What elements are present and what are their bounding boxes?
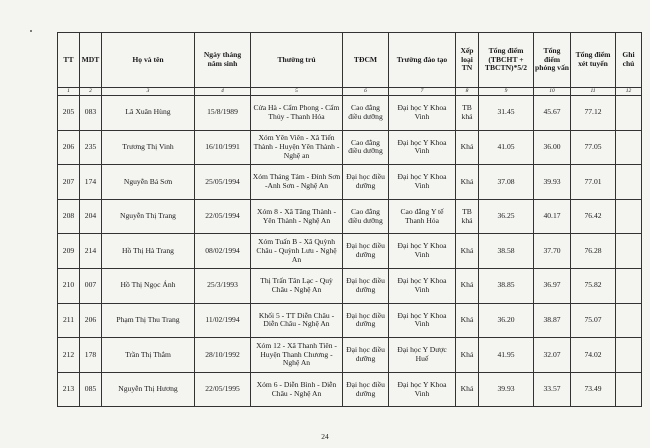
table-cell: 205 [58, 96, 80, 131]
table-cell: 32.07 [534, 338, 571, 373]
column-number: 1 [58, 88, 80, 96]
table-cell: Đại học Y Khoa Vinh [389, 130, 456, 165]
table-cell: Trần Thị Thắm [102, 338, 195, 373]
table-cell: Cao đẳng Y tế Thanh Hóa [389, 199, 456, 234]
table-cell: 76.42 [571, 199, 616, 234]
table-cell: 25/3/1993 [195, 268, 251, 303]
table-cell: 76.28 [571, 234, 616, 269]
table-cell: 39.93 [479, 372, 534, 407]
column-number: 12 [616, 88, 642, 96]
table-cell: 73.49 [571, 372, 616, 407]
table-cell: 213 [58, 372, 80, 407]
table-row [58, 338, 642, 373]
table-cell: 211 [58, 303, 80, 338]
candidate-table [57, 32, 642, 407]
table-cell [616, 96, 642, 131]
table-row [58, 372, 642, 407]
table-row [58, 96, 642, 131]
table-cell: Hồ Thị Ngọc Ánh [102, 268, 195, 303]
table-cell: Đại học điều dưỡng [343, 268, 389, 303]
table-cell: Xóm 12 - Xã Thanh Tiên - Huyện Thanh Chương - Nghệ An [251, 338, 343, 373]
column-header: Ghi chú [616, 33, 642, 88]
column-number: 8 [456, 88, 479, 96]
table-cell: Đại học Y Khoa Vinh [389, 303, 456, 338]
page-number: 24 [321, 432, 329, 441]
table-cell: Xóm 6 - Diễn Bình - Diễn Châu - Nghệ An [251, 372, 343, 407]
table-cell: 085 [80, 372, 102, 407]
table-cell: 37.70 [534, 234, 571, 269]
column-header: Tổng điểm phỏng vấn [534, 33, 571, 88]
table-cell [616, 338, 642, 373]
table-cell [616, 303, 642, 338]
table-cell: Đại học Y Khoa Vinh [389, 96, 456, 131]
table-cell: 11/02/1994 [195, 303, 251, 338]
table-cell: Khá [456, 234, 479, 269]
table-cell: 39.93 [534, 165, 571, 200]
column-header: Tổng điểm (TBCHT + TBCTN)*5/2 [479, 33, 534, 88]
table-cell: 210 [58, 268, 80, 303]
table-cell [616, 130, 642, 165]
table-cell: 77.12 [571, 96, 616, 131]
table-cell: 38.58 [479, 234, 534, 269]
table-cell: Khá [456, 372, 479, 407]
table-cell: 16/10/1991 [195, 130, 251, 165]
table-cell [616, 372, 642, 407]
table-cell: 36.25 [479, 199, 534, 234]
table-cell: Đại học điều dưỡng [343, 338, 389, 373]
column-header: MDT [80, 33, 102, 88]
table-cell: Cao đẳng điều dưỡng [343, 199, 389, 234]
table-cell: Khá [456, 130, 479, 165]
table-cell: 083 [80, 96, 102, 131]
table-cell: 174 [80, 165, 102, 200]
table-cell: 77.01 [571, 165, 616, 200]
table-cell: 74.02 [571, 338, 616, 373]
table-cell: 22/05/1995 [195, 372, 251, 407]
table-cell: Cửa Hà - Cẩm Phong - Cẩm Thủy - Thanh Hóa [251, 96, 343, 131]
table-cell [616, 234, 642, 269]
table-cell: 178 [80, 338, 102, 373]
table-cell: 25/05/1994 [195, 165, 251, 200]
table-cell: 41.95 [479, 338, 534, 373]
table-cell: 36.00 [534, 130, 571, 165]
table-cell: 38.87 [534, 303, 571, 338]
table-cell: 75.07 [571, 303, 616, 338]
column-header: Trường đào tạo [389, 33, 456, 88]
table-cell: Trương Thị Vinh [102, 130, 195, 165]
table-cell: TB khá [456, 199, 479, 234]
table-cell: 212 [58, 338, 80, 373]
table-cell: Đại học điều dưỡng [343, 303, 389, 338]
table-cell: Lã Xuân Hùng [102, 96, 195, 131]
table-cell: 40.17 [534, 199, 571, 234]
table-cell [616, 199, 642, 234]
table-cell: Đại học Y Khoa Vinh [389, 234, 456, 269]
table-cell: 37.08 [479, 165, 534, 200]
table-row [58, 234, 642, 269]
table-cell: Khối 5 - TT Diễn Châu - Diễn Châu - Nghệ An [251, 303, 343, 338]
column-header: Họ và tên [102, 33, 195, 88]
table-cell: Đại học Y Khoa Vinh [389, 268, 456, 303]
table-row [58, 165, 642, 200]
table-cell: Xóm Tuấn B - Xã Quỳnh Châu - Quỳnh Lưu - Nghệ An [251, 234, 343, 269]
column-number: 11 [571, 88, 616, 96]
column-number-row [58, 88, 642, 96]
table-cell: Đại học Y Dược Huế [389, 338, 456, 373]
scan-speck [30, 30, 32, 32]
column-header: Tổng điểm xét tuyển [571, 33, 616, 88]
table-cell: 36.20 [479, 303, 534, 338]
table-cell: Hồ Thị Hà Trang [102, 234, 195, 269]
table-cell: 22/05/1994 [195, 199, 251, 234]
table-cell: 208 [58, 199, 80, 234]
table-cell: Thị Trấn Tân Lạc - Quỳ Châu - Nghệ An [251, 268, 343, 303]
table-cell: Nguyễn Thị Hương [102, 372, 195, 407]
column-number: 3 [102, 88, 195, 96]
table-cell: 41.05 [479, 130, 534, 165]
table-cell: 77.05 [571, 130, 616, 165]
table-cell: Khá [456, 338, 479, 373]
table-cell: 209 [58, 234, 80, 269]
table-cell: 214 [80, 234, 102, 269]
table-cell: Đại học điều dưỡng [343, 372, 389, 407]
column-header: Ngày tháng năm sinh [195, 33, 251, 88]
column-number: 10 [534, 88, 571, 96]
table-cell: Xóm Yên Viên - Xã Tiến Thành - Huyện Yên Thành - Nghệ an [251, 130, 343, 165]
table-row [58, 199, 642, 234]
column-number: 7 [389, 88, 456, 96]
table-cell: 28/10/1992 [195, 338, 251, 373]
column-header: TT [58, 33, 80, 88]
table-cell [616, 165, 642, 200]
table-cell: TB khá [456, 96, 479, 131]
table-cell: 235 [80, 130, 102, 165]
table-cell: 36.97 [534, 268, 571, 303]
table-cell: Nguyễn Thị Trang [102, 199, 195, 234]
table-cell: 75.82 [571, 268, 616, 303]
table-cell: 204 [80, 199, 102, 234]
table-cell: 206 [58, 130, 80, 165]
table-cell: 007 [80, 268, 102, 303]
table-cell: Xóm 8 - Xã Tăng Thành - Yên Thành - Nghệ An [251, 199, 343, 234]
table-cell: Cao đẳng điều dưỡng [343, 96, 389, 131]
table-cell: Khá [456, 303, 479, 338]
column-header: Xếp loại TN [456, 33, 479, 88]
table-cell: Cao đẳng điều dưỡng [343, 130, 389, 165]
column-number: 6 [343, 88, 389, 96]
table-cell: 207 [58, 165, 80, 200]
table-cell: Khá [456, 268, 479, 303]
table-cell: 08/02/1994 [195, 234, 251, 269]
header-row [58, 33, 642, 88]
table-cell: Đại học điều dưỡng [343, 165, 389, 200]
table-cell: Đại học điều dưỡng [343, 234, 389, 269]
table-cell: Xóm Tháng Tám - Đỉnh Sơn -Anh Sơn - Nghệ An [251, 165, 343, 200]
table-row [58, 303, 642, 338]
column-header: Thường trú [251, 33, 343, 88]
table-cell: 45.67 [534, 96, 571, 131]
table-cell: 38.85 [479, 268, 534, 303]
column-number: 2 [80, 88, 102, 96]
table-cell: Nguyễn Bá Sơn [102, 165, 195, 200]
column-number: 5 [251, 88, 343, 96]
table-cell: Phạm Thị Thu Trang [102, 303, 195, 338]
table-cell: 206 [80, 303, 102, 338]
table-row [58, 268, 642, 303]
table-cell: Đại học Y Khoa Vinh [389, 165, 456, 200]
table-cell: Đại học Y Khoa Vinh [389, 372, 456, 407]
column-number: 4 [195, 88, 251, 96]
table-cell: 33.57 [534, 372, 571, 407]
table-body [58, 96, 642, 407]
table-cell: 15/8/1989 [195, 96, 251, 131]
table-cell: Khá [456, 165, 479, 200]
table-row [58, 130, 642, 165]
column-header: TĐCM [343, 33, 389, 88]
table-cell [616, 268, 642, 303]
table-cell: 31.45 [479, 96, 534, 131]
column-number: 9 [479, 88, 534, 96]
